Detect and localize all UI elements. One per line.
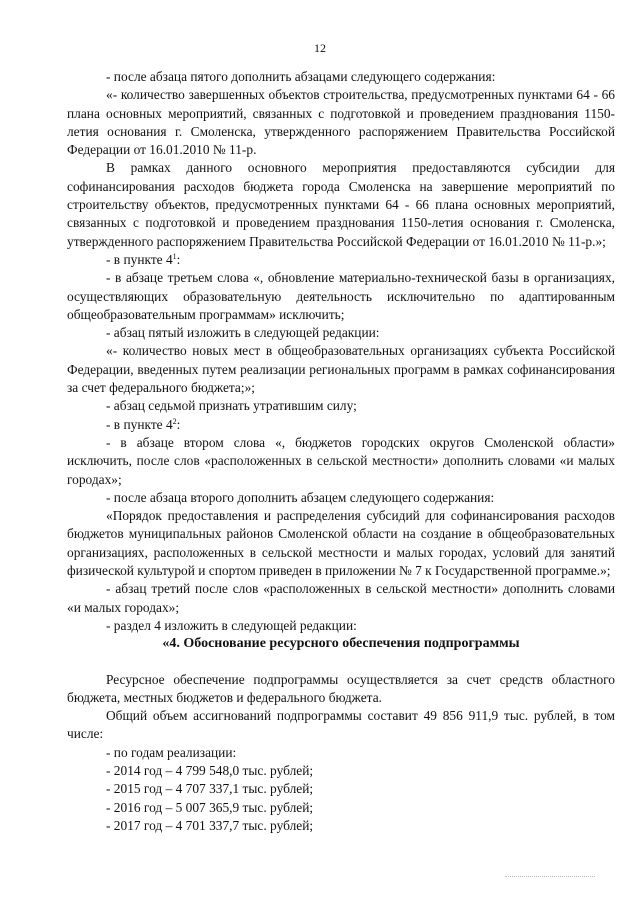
paragraph: «Порядок предоставления и распределения субсидий для софинансирования расходов бюджетов муниципальных районов Смоленской области на создание в общеобразовательных организациях, расположенных в сельской местности и малых городах, условий для занятий физической культурой и спортом приведен в приложении № 7 к Государственной программе.»; bbox=[67, 508, 615, 579]
years-intro: - по годам реализации: bbox=[106, 744, 237, 760]
paragraph: - после абзаца пятого дополнить абзацами следующего содержания: bbox=[106, 69, 496, 84]
paragraph: - в абзаце третьем слова «, обновление материально-технической базы в организациях, осуществляющих образовательную деятельность исключительно по адаптированным общеобразовательным программам» исключить; bbox=[67, 270, 615, 322]
page-number: 12 bbox=[314, 41, 326, 55]
paragraph: - абзац седьмой признать утратившим силу; bbox=[106, 398, 357, 414]
paragraph: - раздел 4 изложить в следующей редакции: bbox=[106, 617, 357, 633]
year-item: - 2014 год – 4 799 548,0 тыс. рублей; bbox=[106, 762, 314, 778]
paragraph: - после абзаца второго дополнить абзацем следующего содержания: bbox=[106, 489, 495, 505]
point-suffix: : bbox=[176, 416, 181, 432]
superscript: 1 bbox=[172, 251, 177, 261]
paragraph: - абзац пятый изложить в следующей редакции: bbox=[106, 325, 380, 341]
point-text: - в пункте 4 bbox=[106, 416, 173, 432]
paragraph: В рамках данного основного мероприятия предоставляются субсидии для софинансирования расходов бюджета города Смоленска на завершение мероприятий по строительству объектов, предусмотренных пунктами 64 - 66 плана основных мероприятий, связанных с подготовкой и проведением празднования 1150-летия основания г. Смоленска, утвержденного распоряжением Правительства Российской Федерации от 16.01.2010 № 11-р.»; bbox=[67, 160, 615, 249]
paragraph: «- количество новых мест в общеобразовательных организациях субъекта Российской Федерации, введенных путем реализации региональных программ в рамках софинансирования за счет федерального бюджета;»; bbox=[67, 343, 615, 396]
year-item: - 2016 год – 5 007 365,9 тыс. рублей; bbox=[106, 799, 314, 815]
year-item: - 2017 год – 4 701 337,7 тыс. рублей; bbox=[106, 817, 314, 833]
paragraph: - абзац третий после слов «расположенных в сельской местности» дополнить словами «и малых городах»; bbox=[67, 581, 615, 615]
paragraph: «- количество завершенных объектов строительства, предусмотренных пунктами 64 - 66 плана основных мероприятий, связанных с подготовкой и проведением празднования 1150-летия основания г. Смоленска, утвержденного распоряжением Правительства Российской Федерации от 16.01.2010 № 11-р. bbox=[67, 87, 615, 158]
superscript: 2 bbox=[172, 416, 177, 426]
point-suffix: : bbox=[176, 251, 181, 267]
scan-mark bbox=[505, 876, 595, 879]
paragraph: - в абзаце втором слова «, бюджетов городских округов Смоленской области» исключить, после слов «расположенных в сельской местности» дополнить словами «и малых городах»; bbox=[67, 434, 615, 487]
resource-paragraph: Ресурсное обеспечение подпрограммы осуществляется за счет средств областного бюджета, местных бюджетов и федерального бюджета. bbox=[67, 671, 615, 705]
point-text: - в пункте 4 bbox=[106, 251, 173, 267]
point-4-1 bbox=[67, 251, 615, 269]
year-item: - 2015 год – 4 707 337,1 тыс. рублей; bbox=[106, 781, 314, 797]
section-heading: «4. Обоснование ресурсного обеспечения подпрограммы bbox=[162, 636, 520, 652]
spacer bbox=[67, 654, 615, 671]
document-body bbox=[67, 68, 615, 835]
point-4-2 bbox=[67, 416, 615, 434]
total-paragraph: Общий объем ассигнований подпрограммы составит 49 856 911,9 тыс. рублей, в том числе: bbox=[67, 708, 615, 742]
